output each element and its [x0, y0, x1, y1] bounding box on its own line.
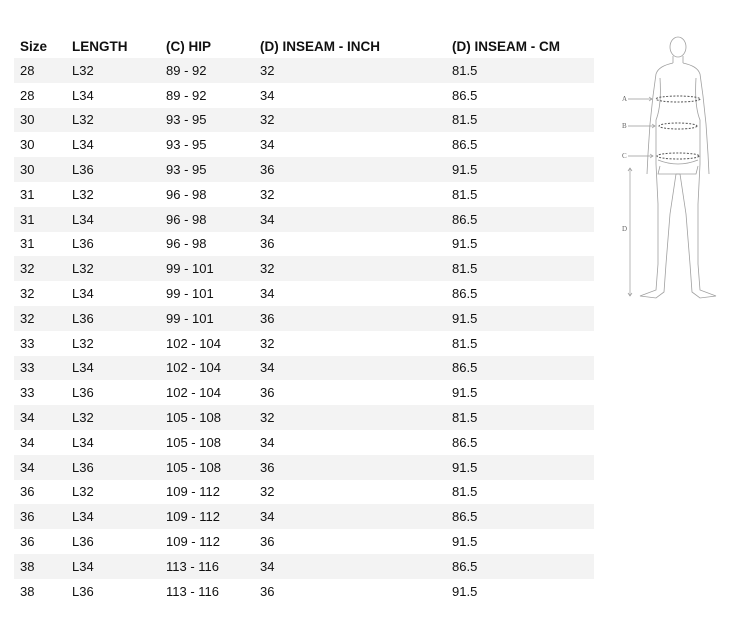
cell-inseam-inch: 36 — [260, 236, 275, 252]
cell-inseam-cm: 81.5 — [452, 484, 478, 500]
header-hip: (C) HIP — [166, 38, 211, 54]
cell-length: L34 — [72, 87, 94, 103]
cell-inseam-inch: 34 — [254, 207, 446, 232]
cell-hip: 96 - 98 — [160, 207, 254, 232]
table-row — [14, 256, 594, 281]
cell-inseam-cm: 91.5 — [452, 583, 478, 599]
table-row — [14, 132, 594, 157]
body-outline — [640, 37, 716, 298]
cell-inseam-cm: 86.5 — [452, 87, 478, 103]
cell-inseam-inch: 32 — [260, 186, 275, 202]
cell-inseam-inch: 34 — [260, 137, 275, 153]
cell-inseam-cm: 81.5 — [446, 256, 594, 281]
cell-size: 31 — [20, 236, 35, 252]
cell-length: L34 — [66, 554, 160, 579]
cell-size: 33 — [14, 356, 66, 381]
cell-size: 30 — [20, 137, 35, 153]
cell-inseam-cm: 91.5 — [446, 157, 594, 182]
cell-inseam-inch: 36 — [260, 534, 275, 550]
table-body — [14, 58, 594, 604]
cell-inseam-cm: 81.5 — [446, 405, 594, 430]
cell-inseam-inch: 32 — [260, 335, 275, 351]
cell-hip: 109 - 112 — [160, 504, 254, 529]
table-row — [14, 579, 594, 604]
cell-length: L36 — [72, 534, 94, 550]
cell-hip: 96 - 98 — [166, 236, 207, 252]
cell-size: 33 — [20, 385, 35, 401]
leader-lines — [628, 97, 655, 296]
cell-inseam-cm: 81.5 — [452, 335, 478, 351]
cell-inseam-cm: 81.5 — [446, 108, 594, 133]
cell-hip: 99 - 101 — [166, 286, 214, 302]
cell-size: 30 — [14, 108, 66, 133]
cell-size: 36 — [20, 484, 35, 500]
cell-length: L32 — [66, 58, 160, 83]
table-row — [14, 182, 594, 207]
cell-length: L36 — [66, 306, 160, 331]
cell-inseam-inch: 36 — [254, 306, 446, 331]
cell-hip: 93 - 95 — [160, 108, 254, 133]
table-row — [14, 306, 594, 331]
cell-inseam-cm: 91.5 — [452, 534, 478, 550]
cell-hip: 102 - 104 — [160, 356, 254, 381]
size-chart-table — [14, 34, 594, 604]
cell-size: 36 — [20, 534, 35, 550]
cell-inseam-inch: 32 — [260, 484, 275, 500]
table-row — [14, 529, 594, 554]
cell-inseam-inch: 34 — [254, 504, 446, 529]
cell-inseam-inch: 34 — [260, 434, 275, 450]
cell-length: L36 — [66, 157, 160, 182]
table-header-row — [14, 34, 594, 58]
cell-inseam-inch: 32 — [254, 108, 446, 133]
cell-inseam-cm: 86.5 — [446, 554, 594, 579]
table-row — [14, 207, 594, 232]
cell-inseam-inch: 34 — [260, 286, 275, 302]
cell-inseam-cm: 91.5 — [446, 306, 594, 331]
table-row — [14, 157, 594, 182]
table-row — [14, 380, 594, 405]
cell-hip: 102 - 104 — [166, 335, 221, 351]
cell-length: L34 — [66, 207, 160, 232]
cell-length: L36 — [66, 455, 160, 480]
cell-size: 31 — [14, 207, 66, 232]
table-row — [14, 83, 594, 108]
header-size: Size — [20, 38, 48, 54]
cell-hip: 102 - 104 — [166, 385, 221, 401]
cell-inseam-cm: 86.5 — [452, 137, 478, 153]
cell-length: L32 — [66, 256, 160, 281]
table-row — [14, 455, 594, 480]
cell-size: 38 — [20, 583, 35, 599]
cell-size: 32 — [14, 306, 66, 331]
cell-hip: 89 - 92 — [166, 87, 207, 103]
cell-hip: 109 - 112 — [166, 484, 220, 500]
cell-inseam-cm: 86.5 — [446, 504, 594, 529]
cell-inseam-cm: 91.5 — [452, 385, 478, 401]
table-row — [14, 504, 594, 529]
cell-length: L34 — [66, 356, 160, 381]
cell-inseam-inch: 36 — [260, 583, 275, 599]
cell-hip: 113 - 116 — [166, 583, 220, 599]
cell-inseam-cm: 86.5 — [446, 356, 594, 381]
body-measurement-figure — [618, 34, 722, 308]
cell-length: L34 — [66, 504, 160, 529]
header-inseam-inch: (D) INSEAM - INCH — [260, 38, 380, 54]
label-a: A — [622, 95, 628, 103]
cell-size: 34 — [14, 405, 66, 430]
cell-inseam-cm: 81.5 — [446, 58, 594, 83]
cell-size: 38 — [14, 554, 66, 579]
cell-hip: 99 - 101 — [160, 256, 254, 281]
cell-hip: 99 - 101 — [160, 306, 254, 331]
cell-size: 33 — [20, 335, 35, 351]
cell-hip: 105 - 108 — [160, 455, 254, 480]
cell-size: 28 — [20, 87, 35, 103]
label-b: B — [622, 122, 627, 130]
label-c: C — [622, 152, 627, 160]
cell-inseam-cm: 86.5 — [446, 207, 594, 232]
cell-length: L36 — [72, 583, 94, 599]
cell-length: L32 — [66, 405, 160, 430]
cell-inseam-cm: 86.5 — [452, 434, 478, 450]
cell-length: L36 — [72, 236, 94, 252]
cell-length: L32 — [66, 108, 160, 133]
cell-size: 34 — [20, 434, 35, 450]
cell-hip: 89 - 92 — [160, 58, 254, 83]
table-row — [14, 405, 594, 430]
cell-hip: 109 - 112 — [166, 534, 220, 550]
cell-inseam-inch: 34 — [254, 356, 446, 381]
measurement-lines — [656, 96, 700, 159]
cell-hip: 105 - 108 — [166, 434, 221, 450]
cell-length: L32 — [72, 186, 94, 202]
cell-inseam-inch: 32 — [254, 58, 446, 83]
table-row — [14, 232, 594, 257]
cell-inseam-inch: 34 — [254, 554, 446, 579]
cell-size: 31 — [20, 186, 35, 202]
cell-size: 32 — [14, 256, 66, 281]
cell-length: L34 — [72, 286, 94, 302]
cell-hip: 96 - 98 — [166, 186, 207, 202]
cell-length: L36 — [72, 385, 94, 401]
label-d: D — [622, 225, 628, 233]
cell-size: 32 — [20, 286, 35, 302]
cell-inseam-cm: 91.5 — [452, 236, 478, 252]
cell-length: L34 — [72, 137, 94, 153]
cell-size: 28 — [14, 58, 66, 83]
cell-hip: 113 - 116 — [160, 554, 254, 579]
cell-inseam-inch: 36 — [260, 385, 275, 401]
header-length: LENGTH — [72, 38, 128, 54]
cell-hip: 93 - 95 — [160, 157, 254, 182]
cell-hip: 93 - 95 — [166, 137, 207, 153]
cell-size: 34 — [14, 455, 66, 480]
cell-length: L32 — [72, 335, 94, 351]
cell-inseam-inch: 32 — [254, 405, 446, 430]
table-row — [14, 430, 594, 455]
table-row — [14, 108, 594, 133]
cell-size: 30 — [14, 157, 66, 182]
cell-inseam-inch: 36 — [254, 157, 446, 182]
cell-inseam-cm: 91.5 — [446, 455, 594, 480]
cell-inseam-inch: 36 — [254, 455, 446, 480]
table-row — [14, 480, 594, 505]
table-row — [14, 554, 594, 579]
cell-length: L32 — [72, 484, 94, 500]
cell-inseam-cm: 86.5 — [452, 286, 478, 302]
cell-inseam-inch: 32 — [254, 256, 446, 281]
cell-hip: 105 - 108 — [160, 405, 254, 430]
header-inseam-cm: (D) INSEAM - CM — [452, 38, 560, 54]
cell-length: L34 — [72, 434, 94, 450]
table-row — [14, 58, 594, 83]
table-row — [14, 331, 594, 356]
cell-inseam-cm: 81.5 — [452, 186, 478, 202]
table-row — [14, 356, 594, 381]
cell-inseam-inch: 34 — [260, 87, 275, 103]
table-row — [14, 281, 594, 306]
cell-size: 36 — [14, 504, 66, 529]
